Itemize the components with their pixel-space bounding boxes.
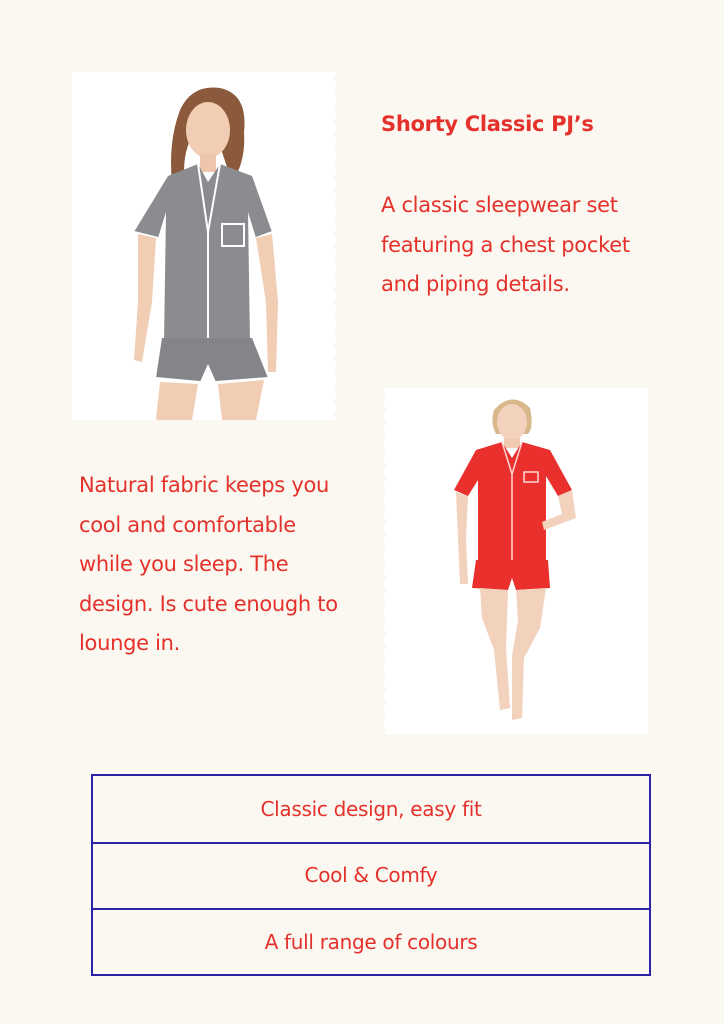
features-table (91, 774, 651, 976)
grey-pyjama-photo (72, 72, 336, 420)
red-pyjama-illustration (384, 388, 648, 734)
feature-row: Cool & Comfy (93, 842, 649, 910)
product-title: Shorty Classic PJ’s (381, 112, 594, 136)
product-description: A classic sleepwear set featuring a chest pocket and piping details. (381, 193, 630, 296)
grey-pyjama-illustration (72, 72, 336, 420)
product-detail: Natural fabric keeps you cool and comfortable while you sleep. The design. Is cute enough to lounge in. (79, 473, 338, 655)
feature-row: A full range of colours (264, 930, 478, 954)
red-pyjama-photo (384, 388, 648, 734)
feature-row: Classic design, easy fit (93, 776, 649, 844)
